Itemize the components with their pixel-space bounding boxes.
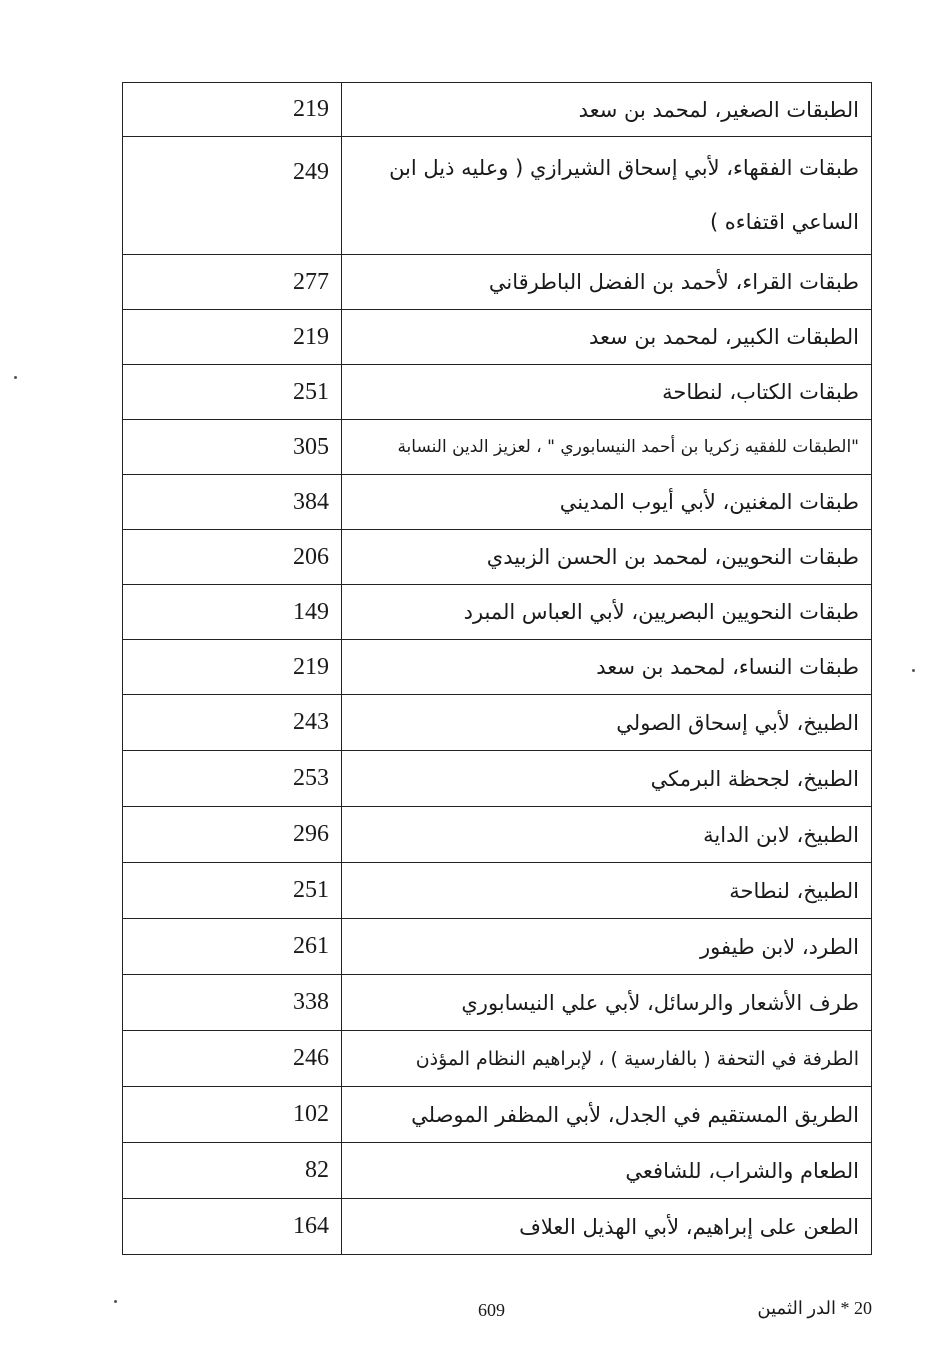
page-number-cell: 249 [123, 137, 342, 255]
book-title-cell: طبقات الكتاب، لنطاحة [342, 365, 872, 420]
book-title-cell: الطبيخ، لنطاحة [342, 863, 872, 919]
page-number-cell: 219 [123, 83, 342, 137]
page-number-cell: 164 [123, 1199, 342, 1255]
page-number-cell: 246 [123, 1031, 342, 1087]
table-row [123, 137, 872, 255]
book-title-cell: طبقات المغنين، لأبي أيوب المديني [342, 475, 872, 530]
page-number-cell: 305 [123, 420, 342, 475]
scan-speck [114, 1300, 117, 1303]
book-title-cell: الطبيخ، لجحظة البرمكي [342, 751, 872, 807]
scan-speck [912, 669, 915, 672]
book-title-cell: "الطبقات للفقيه زكريا بن أحمد النيسابوري " ، لعزيز الدين النسابة [342, 420, 872, 475]
book-title-cell: طبقات القراء، لأحمد بن الفضل الباطرقاني [342, 255, 872, 310]
table-row [123, 640, 872, 695]
index-table-body [123, 83, 872, 1255]
page-number-cell: 82 [123, 1143, 342, 1199]
table-row [123, 975, 872, 1031]
page-number-cell: 206 [123, 530, 342, 585]
page-footer [0, 1296, 927, 1326]
page-number-cell: 253 [123, 751, 342, 807]
scan-speck [14, 376, 17, 379]
running-head: 20 * الدر الثمين [757, 1298, 872, 1318]
book-title-cell: الطعن على إبراهيم، لأبي الهذيل العلاف [342, 1199, 872, 1255]
page-number-cell: 243 [123, 695, 342, 751]
table-row [123, 585, 872, 640]
book-title-cell: طبقات النحويين البصريين، لأبي العباس المبرد [342, 585, 872, 640]
book-title-cell: الطبيخ، لأبي إسحاق الصولي [342, 695, 872, 751]
page-number-cell: 251 [123, 365, 342, 420]
book-title-cell: طبقات الفقهاء، لأبي إسحاق الشيرازي ( وعليه ذيل ابن الساعي اقتفاءه ) [342, 137, 872, 255]
table-row [123, 919, 872, 975]
table-row [123, 751, 872, 807]
table-row [123, 1143, 872, 1199]
table-row [123, 83, 872, 137]
page-number-cell: 102 [123, 1087, 342, 1143]
book-title-cell: الطبقات الكبير، لمحمد بن سعد [342, 310, 872, 365]
table-row [123, 310, 872, 365]
table-row [123, 530, 872, 585]
book-title-cell: طبقات النحويين، لمحمد بن الحسن الزبيدي [342, 530, 872, 585]
table-row [123, 807, 872, 863]
book-title-cell: الطرفة في التحفة ( بالفارسية ) ، لإبراهيم النظام المؤذن [342, 1031, 872, 1087]
table-row [123, 475, 872, 530]
book-title-cell: الطعام والشراب، للشافعي [342, 1143, 872, 1199]
page-number-cell: 338 [123, 975, 342, 1031]
page-number-cell: 384 [123, 475, 342, 530]
index-table [122, 82, 872, 1255]
book-title-cell: الطبيخ، لابن الداية [342, 807, 872, 863]
page-number-cell: 261 [123, 919, 342, 975]
book-title-cell: الطبقات الصغير، لمحمد بن سعد [342, 83, 872, 137]
book-title-cell: الطريق المستقيم في الجدل، لأبي المظفر الموصلي [342, 1087, 872, 1143]
book-title-cell: طبقات النساء، لمحمد بن سعد [342, 640, 872, 695]
table-row [123, 420, 872, 475]
table-row [123, 863, 872, 919]
table-row [123, 365, 872, 420]
table-row [123, 1087, 872, 1143]
page-number-cell: 251 [123, 863, 342, 919]
page-number-cell: 219 [123, 640, 342, 695]
table-row [123, 255, 872, 310]
book-title-cell: الطرد، لابن طيفور [342, 919, 872, 975]
page-number-cell: 277 [123, 255, 342, 310]
table-row [123, 695, 872, 751]
page-number: 609 [478, 1300, 505, 1320]
table-row [123, 1199, 872, 1255]
page-number-cell: 219 [123, 310, 342, 365]
page-number-cell: 149 [123, 585, 342, 640]
table-row [123, 1031, 872, 1087]
page-number-cell: 296 [123, 807, 342, 863]
book-title-cell: طرف الأشعار والرسائل، لأبي علي النيسابوري [342, 975, 872, 1031]
